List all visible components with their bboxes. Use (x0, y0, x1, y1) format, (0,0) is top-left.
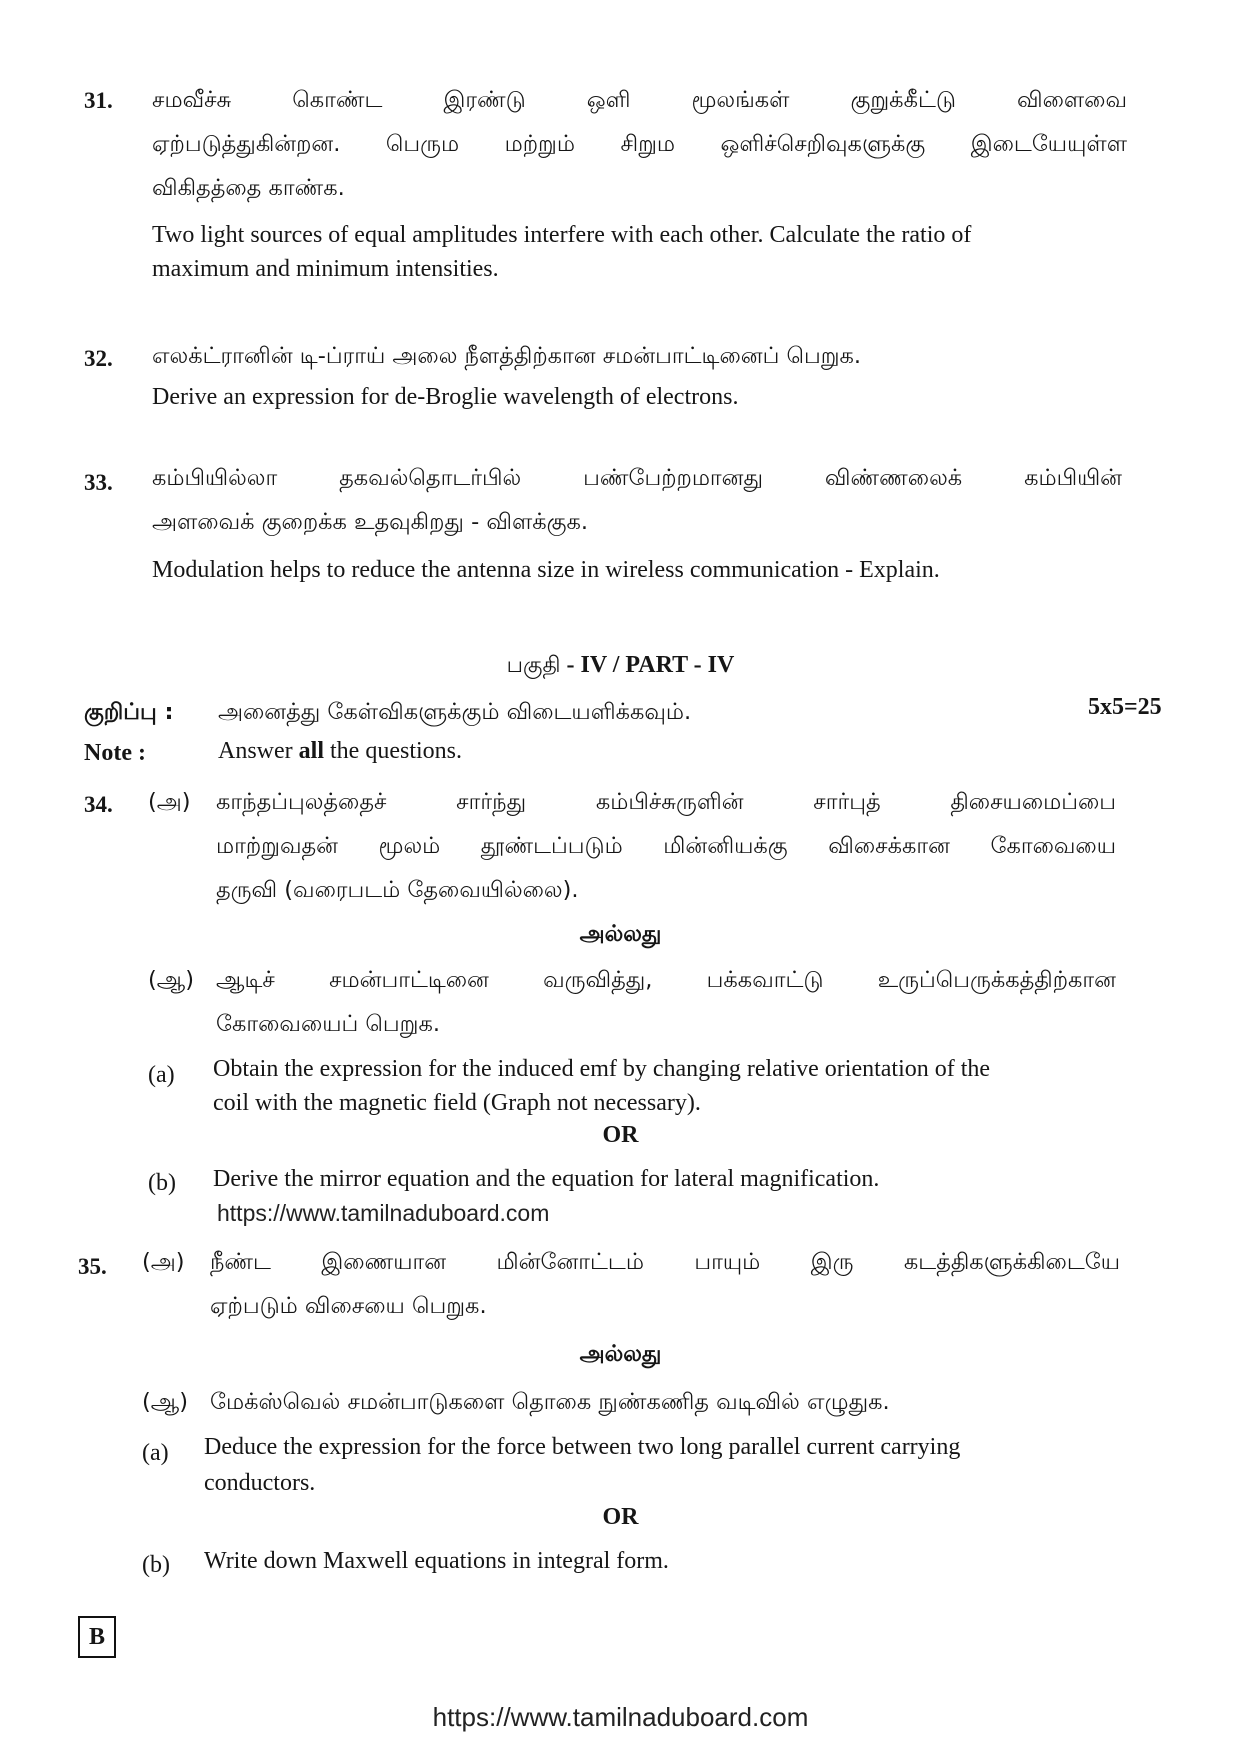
q35-a-english-line2: conductors. (204, 1470, 316, 1496)
footer-url[interactable]: https://www.tamilnaduboard.com (432, 1702, 809, 1732)
q34-a-tamil-line3: தருவி (வரைபடம் தேவையில்லை). (216, 877, 579, 903)
q34-or-tamil: அல்லது (579, 921, 662, 947)
q35-b-english-label: (b) (142, 1552, 170, 1578)
q35-a-tamil-label: (அ) (142, 1249, 185, 1275)
q35-a-english-label: (a) (142, 1440, 169, 1466)
q31-english-line2: maximum and minimum intensities. (152, 256, 499, 282)
q34-a-english-line2: coil with the magnetic field (Graph not necessary). (213, 1090, 701, 1116)
q35-or-tamil: அல்லது (579, 1341, 662, 1367)
part-heading-tamil: பகுதி (506, 653, 561, 678)
question-number-31: 31. (84, 88, 113, 113)
note-label-english: Note : (84, 740, 146, 766)
q34-a-english-line1: Obtain the expression for the induced emf by changing relative orientation of the (213, 1056, 991, 1082)
note-tamil: அனைத்து கேள்விகளுக்கும் விடையளிக்கவும். (218, 699, 692, 725)
q31-tamil-line2: ஏற்படுத்துகின்றன. பெரும மற்றும் சிறும ஒளிச்செறிவுகளுக்கு இடையேயுள்ள (152, 131, 1127, 157)
q34-b-english-line1: Derive the mirror equation and the equation for lateral magnification. (213, 1166, 880, 1192)
note-english-pre: Answer (218, 738, 299, 764)
q35-b-tamil-label: (ஆ) (142, 1389, 189, 1415)
marks-label: 5x5=25 (1088, 694, 1162, 720)
q35-b-tamil-line1: மேக்ஸ்வெல் சமன்பாடுகளை தொகை நுண்கணித வடிவில் எழுதுக. (210, 1389, 890, 1415)
q31-english-line1: Two light sources of equal amplitudes interfere with each other. Calculate the ratio of (152, 222, 972, 248)
q35-a-tamil-line1: நீண்ட இணையான மின்னோட்டம் பாயும் இரு கடத்திகளுக்கிடையே (210, 1249, 1120, 1275)
watermark-url[interactable]: https://www.tamilnaduboard.com (217, 1200, 550, 1226)
part-heading-roman: - IV / PART - IV (560, 652, 735, 678)
q34-a-tamil-line2: மாற்றுவதன் மூலம் தூண்டப்படும் மின்னியக்கு விசைக்கான கோவையை (216, 833, 1116, 859)
question-number-33: 33. (84, 470, 113, 495)
q35-or-english: OR (602, 1504, 639, 1530)
q31-tamil-line3: விகிதத்தை காண்க. (152, 175, 345, 201)
question-number-32: 32. (84, 346, 113, 371)
q34-a-english-label: (a) (148, 1062, 175, 1088)
q35-a-tamil-line2: ஏற்படும் விசையை பெறுக. (210, 1293, 487, 1319)
q31-tamil-line1: சமவீச்சு கொண்ட இரண்டு ஒளி மூலங்கள் குறுக்கீட்டு விளைவை (152, 87, 1127, 113)
q34-b-tamil-line1: ஆடிச் சமன்பாட்டினை வருவித்து, பக்கவாட்டு உருப்பெருக்கத்திற்கான (216, 967, 1116, 993)
note-english-bold: all (298, 738, 324, 764)
q34-b-tamil-label: (ஆ) (148, 967, 195, 993)
q32-tamil-line1: எலக்ட்ரானின் டி-ப்ராய் அலை நீளத்திற்கான சமன்பாட்டினைப் பெறுக. (152, 343, 862, 369)
q34-a-tamil-line1: காந்தப்புலத்தைச் சார்ந்து கம்பிச்சுருளின் சார்புத் திசையமைப்பை (216, 789, 1116, 815)
question-number-34: 34. (84, 792, 113, 817)
q35-a-english-line1: Deduce the expression for the force between two long parallel current carrying (204, 1434, 961, 1460)
q33-tamil-line1: கம்பியில்லா தகவல்தொடர்பில் பண்பேற்றமானது விண்ணலைக் கம்பியின் (152, 465, 1122, 491)
note-english-post: the questions. (324, 738, 462, 764)
note-label-tamil: குறிப்பு : (84, 699, 174, 725)
q34-or-english: OR (602, 1122, 639, 1148)
note-english (218, 734, 462, 768)
q34-b-tamil-line2: கோவையைப் பெறுக. (216, 1011, 441, 1037)
q34-b-english-label: (b) (148, 1170, 176, 1196)
q32-english-line1: Derive an expression for de-Broglie wavelength of electrons. (152, 384, 739, 410)
q34-a-tamil-label: (அ) (148, 789, 191, 815)
part-heading (0, 648, 1241, 684)
version-box: B (78, 1616, 116, 1658)
q35-b-english-line1: Write down Maxwell equations in integral form. (204, 1548, 669, 1574)
q33-tamil-line2: அளவைக் குறைக்க உதவுகிறது - விளக்குக. (152, 509, 589, 535)
q33-english-line1: Modulation helps to reduce the antenna size in wireless communication - Explain. (152, 557, 940, 583)
question-number-35: 35. (78, 1254, 107, 1279)
